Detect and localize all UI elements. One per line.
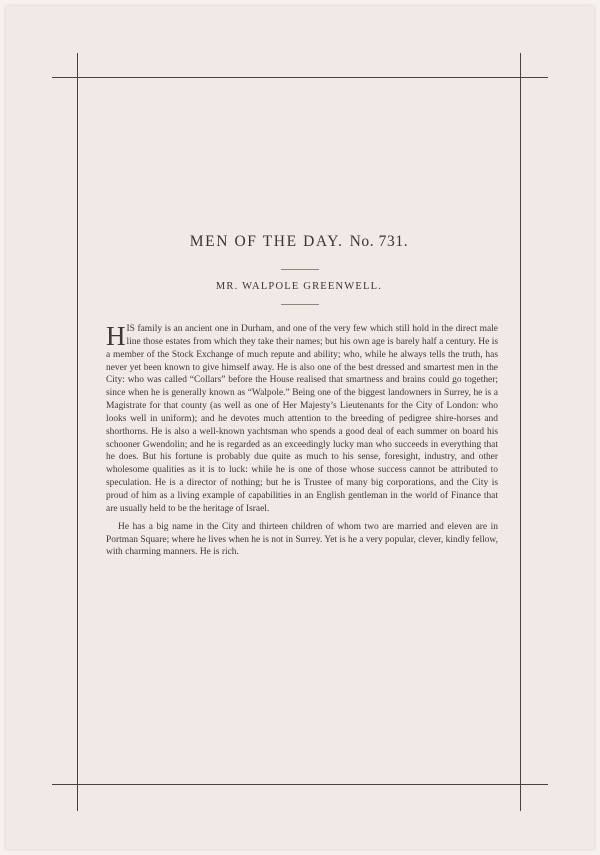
right-border-rule bbox=[520, 53, 521, 811]
title-text: MEN OF THE DAY. bbox=[189, 233, 344, 250]
page-title bbox=[78, 233, 520, 251]
subject-name: MR. WALPOLE GREENWELL. bbox=[215, 281, 383, 292]
paragraph-2: He has a big name in the City and thirteen children of whom two are married and eleven are in Portman Square; where he lives when he is not in Surrey. Yet is he a very popular, clever, kindly fellow, with charming manners. He is rich. bbox=[106, 521, 498, 558]
article-body bbox=[106, 323, 498, 559]
issue-number: No. 731. bbox=[349, 233, 409, 250]
ornament-rule-upper bbox=[281, 269, 319, 270]
top-border-rule bbox=[52, 77, 548, 78]
bottom-border-rule bbox=[52, 784, 548, 785]
ornament-rule-lower bbox=[281, 304, 319, 305]
paragraph-1: HIS family is an ancient one in Durham, and one of the very few which still hold in the direct male line those estates from which they take their names; but his own age is barely half a century. He is a member of the Stock Exchange of much repute and ability; who, while he always tells the truth, has never yet been known to give himself away. He is also one of the best dressed and smartest men in the City: who was called “Collars” before the House realised that smartness and brains could go together; since when he is generally known as “Walpole.” Being one of the biggest landowners in Surrey, he is a Magistrate for that county (as well as one of Her Majesty’s Lieutenants for the City of London: who looks well in uniform); and he devotes much attention to the breeding of pedigree shire-horses and shorthorns. He is also a well-known yachtsman who spends a good deal of each summer on board his schooner Gwendolin; and he is regarded as an exceedingly lucky man who succeeds in everything that he does. But his fortune is probably due quite as much to his sense, foresight, industry, and other wholesome qualities as it is to luck: while he is one of those whose success cannot be attributed to speculation. He is a director of nothing; but he is Trustee of many big corporations, and the City is proud of him as a living example of capabilities in an English gentleman in the world of Finance that are usually held to be the heritage of Israel. bbox=[106, 321, 498, 514]
left-border-rule bbox=[77, 53, 78, 811]
